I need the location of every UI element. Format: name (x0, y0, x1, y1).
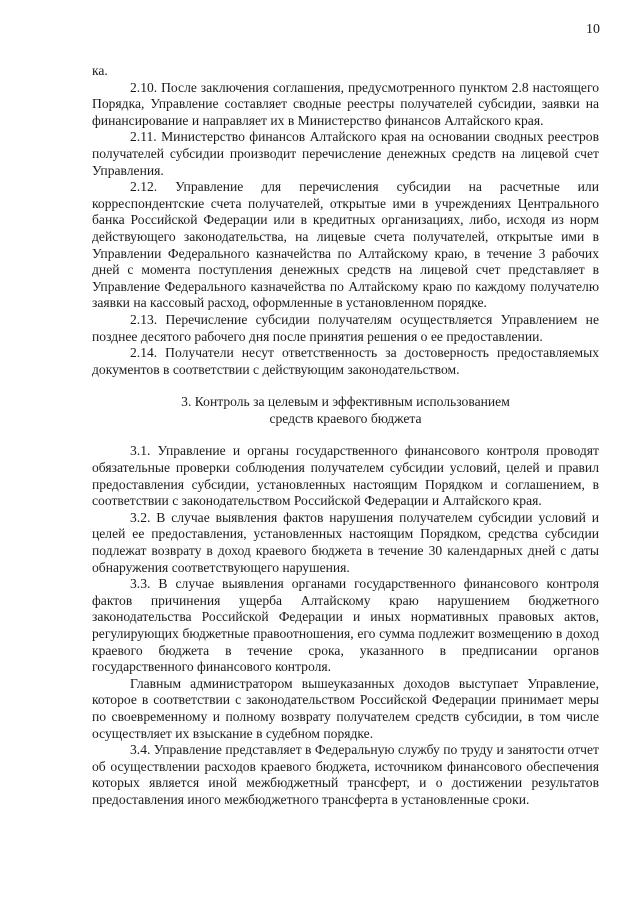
document-body (92, 63, 599, 809)
section-heading-line-2: средств краевого бюджета (269, 410, 422, 426)
continuation-text: ка. (92, 63, 108, 78)
paragraph-2-11: 2.11. Министерство финансов Алтайского края на основании сводных реестров получателей субсидии производит перечисление денежных средств на лицевой счет Управления. (92, 129, 599, 178)
paragraph-2-13: 2.13. Перечисление субсидии получателям осуществляется Управлением не позднее десятого рабочего дня после принятия решения о ее предоставлении. (92, 311, 599, 344)
paragraph-3-4: 3.4. Управление представляет в Федеральную службу по труду и занятости отчет об осуществлении расходов краевого бюджета, источником финансового обеспечения которых является иной межбюджетный трансферт, и о достижении результатов предоставления иного межбюджетного трансферта в установленные сроки. (92, 742, 599, 807)
paragraph-2-14: 2.14. Получатели несут ответственность за достоверность предоставляемых документов в соответствии с действующим законодательством. (92, 345, 599, 377)
paragraph-administrator: Главным администратором вышеуказанных доходов выступает Управление, которое в соответствии с законодательством Российской Федерации принимает меры по своевременному и полному возврату получателем средств субсидии, в том числе осуществляет их взыскание в судебном порядке. (92, 675, 599, 741)
page-number: 10 (586, 22, 600, 37)
paragraph-3-2: 3.2. В случае выявления фактов нарушения получателем субсидии условий и целей ее предоставления, установленных настоящим Порядком, средства субсидии подлежат возврату в доход краевого бюджета в течение 30 календарных дней с даты обнаружения соответствующего нарушения. (92, 509, 599, 575)
paragraph-2-12: 2.12. Управление для перечисления субсидии на расчетные или корреспондентские счета получателей, открытые ими в учреждениях Центрального банка Российской Федерации или в кредитных организациях, либо, исходя из норм действующего законодательства, на лицевые счета получателей, открытые ими в Управлении Федерального казначейства по Алтайскому краю, в течение 3 рабочих дней с момента поступления денежных средств на лицевой счет представляет в Управление Федерального казначейства по Алтайскому краю по каждому получателю заявки на кассовый расход, оформленные в установленном порядке. (92, 179, 599, 311)
section-heading-line-1: 3. Контроль за целевым и эффективным использованием (181, 394, 510, 410)
paragraph-3-1: 3.1. Управление и органы государственного финансового контроля проводят обязательные проверки соблюдения получателем субсидии условий, целей и правил предоставления субсидии, установленных настоящим Порядком и соглашением, в соответствии с законодательством Российской Федерации и Алтайского края. (92, 443, 599, 509)
paragraph-2-10: 2.10. После заключения соглашения, предусмотренного пунктом 2.8 настоящего Порядка, Управление составляет сводные реестры получателей субсидии, заявки на финансирование и направляет их в Министерство финансов Алтайского края. (92, 79, 599, 128)
paragraph-3-3: 3.3. В случае выявления органами государственного финансового контроля фактов причинения ущерба Алтайскому краю нарушением бюджетного законодательства Российской Федерации и иных нормативных правовых актов, регулирующих бюджетные правоотношения, его сумма подлежит возмещению в доход краевого бюджета в течение срока, указанного в предписании органов государственного финансового контроля. (92, 576, 599, 675)
section-heading (92, 394, 599, 427)
